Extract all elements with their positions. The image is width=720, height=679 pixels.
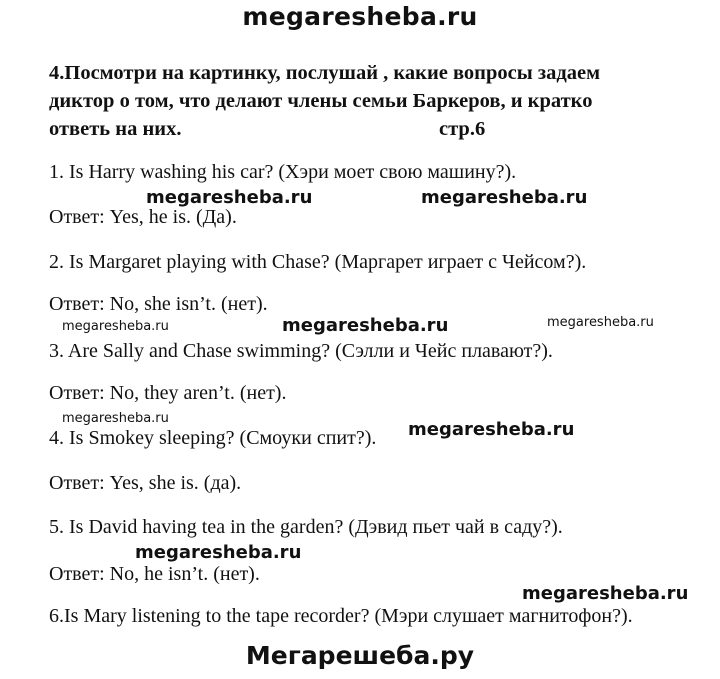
answer-3: Ответ: No, they aren’t. (нет). [49, 382, 287, 404]
watermark: megaresheba.ru [146, 187, 313, 208]
task-line-1: 4.Посмотри на картинку, послушай , какие вопросы задаем [49, 62, 601, 84]
question-6: 6.Is Mary listening to the tape recorder? (Мэри слушает магнитофон?). [49, 605, 633, 627]
watermark: megaresheba.ru [282, 315, 449, 336]
watermark-small: megaresheba.ru [62, 319, 169, 334]
question-3: 3. Are Sally and Chase swimming? (Сэлли и Чейс плавают?). [49, 340, 553, 362]
task-line-3: ответь на них. [49, 118, 182, 140]
watermark-header: megaresheba.ru [242, 2, 478, 31]
watermark: megaresheba.ru [522, 583, 689, 604]
watermark-small: megaresheba.ru [62, 411, 169, 426]
watermark: megaresheba.ru [421, 187, 588, 208]
question-5: 5. Is David having tea in the garden? (Дэвид пьет чай в саду?). [49, 516, 563, 538]
page-reference: стр.6 [439, 118, 486, 140]
watermark-footer: Мегарешеба.ру [245, 641, 475, 670]
task-heading [49, 59, 600, 143]
watermark-small: megaresheba.ru [547, 315, 654, 330]
question-2: 2. Is Margaret playing with Chase? (Маргарет играет с Чейсом?). [49, 251, 587, 273]
answer-4: Ответ: Yes, she is. (да). [49, 472, 242, 494]
question-4: 4. Is Smokey sleeping? (Смоуки спит?). [49, 427, 377, 449]
answer-5: Ответ: No, he isn’t. (нет). [49, 563, 260, 585]
question-1: 1. Is Harry washing his car? (Хэри моет свою машину?). [49, 161, 517, 183]
watermark: megaresheba.ru [408, 419, 575, 440]
answer-2: Ответ: No, she isn’t. (нет). [49, 293, 268, 315]
answer-1: Ответ: Yes, he is. (Да). [49, 206, 237, 228]
task-line-2: диктор о том, что делают члены семьи Баркеров, и кратко [49, 90, 593, 112]
watermark: megaresheba.ru [135, 542, 302, 563]
